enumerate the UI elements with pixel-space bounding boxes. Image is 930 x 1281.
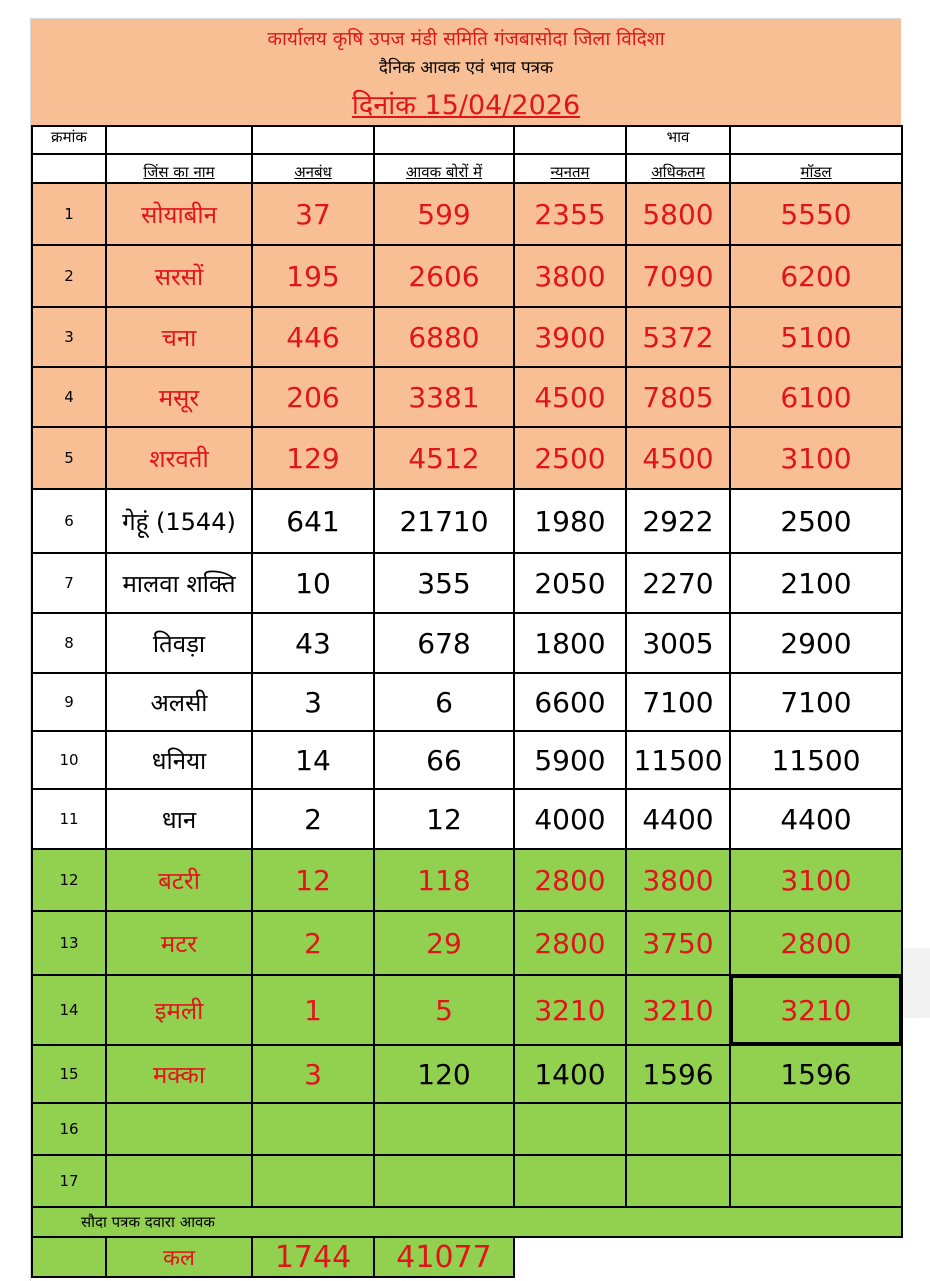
arrival-cell[interactable]: 2606: [374, 245, 514, 307]
anubandh-cell[interactable]: 446: [252, 307, 374, 367]
table-row: [32, 1155, 902, 1207]
name-cell[interactable]: बटरी: [106, 849, 252, 911]
arrival-cell[interactable]: 21710: [374, 489, 514, 553]
row-selection-highlight: [900, 948, 930, 1018]
blank-cell[interactable]: [32, 1237, 106, 1277]
anubandh-cell[interactable]: 641: [252, 489, 374, 553]
table-row: [32, 1045, 902, 1103]
model-cell[interactable]: 5550: [730, 183, 902, 245]
arrival-cell[interactable]: 3381: [374, 367, 514, 427]
max-cell[interactable]: 1596: [626, 1045, 730, 1103]
model-cell[interactable]: 4400: [730, 789, 902, 849]
serial-cell[interactable]: 1: [32, 183, 106, 245]
max-cell[interactable]: 4500: [626, 427, 730, 489]
serial-cell[interactable]: 12: [32, 849, 106, 911]
min-cell[interactable]: 2800: [514, 849, 626, 911]
name-cell[interactable]: सोयाबीन: [106, 183, 252, 245]
spreadsheet-sheet: [30, 18, 901, 1281]
arrival-cell[interactable]: 6880: [374, 307, 514, 367]
name-cell[interactable]: मालवा शक्ति: [106, 553, 252, 613]
header-row-2: [32, 154, 902, 183]
table-row: [32, 307, 902, 367]
serial-cell[interactable]: 3: [32, 307, 106, 367]
name-cell[interactable]: तिवड़ा: [106, 613, 252, 673]
max-cell[interactable]: 7090: [626, 245, 730, 307]
serial-cell[interactable]: 11: [32, 789, 106, 849]
min-cell[interactable]: 4500: [514, 367, 626, 427]
min-cell[interactable]: 2800: [514, 911, 626, 975]
model-cell[interactable]: [730, 1103, 902, 1155]
min-cell[interactable]: 2050: [514, 553, 626, 613]
min-cell[interactable]: 2355: [514, 183, 626, 245]
max-cell[interactable]: 3750: [626, 911, 730, 975]
anubandh-cell[interactable]: 14: [252, 731, 374, 789]
serial-cell[interactable]: 5: [32, 427, 106, 489]
rate-table: [31, 125, 903, 1278]
name-cell[interactable]: मसूर: [106, 367, 252, 427]
min-cell[interactable]: 4000: [514, 789, 626, 849]
model-cell[interactable]: 11500: [730, 731, 902, 789]
arrival-cell[interactable]: 29: [374, 911, 514, 975]
anubandh-cell[interactable]: 43: [252, 613, 374, 673]
note-cell[interactable]: सौदा पत्रक दवारा आवक: [32, 1207, 902, 1237]
name-cell[interactable]: मटर: [106, 911, 252, 975]
anubandh-cell[interactable]: 2: [252, 911, 374, 975]
model-cell[interactable]: 2900: [730, 613, 902, 673]
col-header-min[interactable]: न्यनतम: [514, 154, 626, 183]
table-row: [32, 427, 902, 489]
max-cell[interactable]: 2922: [626, 489, 730, 553]
max-cell[interactable]: 11500: [626, 731, 730, 789]
model-cell[interactable]: 2100: [730, 553, 902, 613]
name-cell[interactable]: मक्का: [106, 1045, 252, 1103]
max-cell[interactable]: 2270: [626, 553, 730, 613]
model-cell[interactable]: 5100: [730, 307, 902, 367]
max-cell[interactable]: [626, 1103, 730, 1155]
min-cell[interactable]: 1800: [514, 613, 626, 673]
arrival-cell[interactable]: 5: [374, 975, 514, 1045]
model-cell[interactable]: 3100: [730, 427, 902, 489]
arrival-cell[interactable]: [374, 1155, 514, 1207]
anubandh-cell[interactable]: 37: [252, 183, 374, 245]
serial-cell[interactable]: 16: [32, 1103, 106, 1155]
table-row: [32, 367, 902, 427]
serial-cell[interactable]: 9: [32, 673, 106, 731]
serial-cell[interactable]: 10: [32, 731, 106, 789]
serial-cell[interactable]: 6: [32, 489, 106, 553]
col-header-max[interactable]: अधिकतम: [626, 154, 730, 183]
report-subtitle: दैनिक आवक एवं भाव पत्रक: [378, 58, 554, 78]
model-cell[interactable]: 2500: [730, 489, 902, 553]
blank-cell[interactable]: [514, 126, 626, 154]
serial-cell[interactable]: 7: [32, 553, 106, 613]
anubandh-cell[interactable]: 129: [252, 427, 374, 489]
serial-cell[interactable]: 17: [32, 1155, 106, 1207]
max-cell[interactable]: 4400: [626, 789, 730, 849]
arrival-cell[interactable]: 4512: [374, 427, 514, 489]
table-row: [32, 673, 902, 731]
blank-cell[interactable]: [514, 1237, 626, 1277]
arrival-cell[interactable]: 118: [374, 849, 514, 911]
note-row: [32, 1207, 902, 1237]
arrival-cell[interactable]: 6: [374, 673, 514, 731]
table-row: [32, 489, 902, 553]
table-row: [32, 553, 902, 613]
arrival-cell[interactable]: 678: [374, 613, 514, 673]
table-row: [32, 613, 902, 673]
max-cell[interactable]: 7805: [626, 367, 730, 427]
table-row: [32, 911, 902, 975]
anubandh-cell[interactable]: 3: [252, 1045, 374, 1103]
model-cell[interactable]: 6200: [730, 245, 902, 307]
name-cell[interactable]: [106, 1103, 252, 1155]
model-cell[interactable]: 3100: [730, 849, 902, 911]
min-cell[interactable]: 1980: [514, 489, 626, 553]
model-cell[interactable]: 2800: [730, 911, 902, 975]
total-label[interactable]: कल: [106, 1237, 252, 1277]
col-header-anubandh[interactable]: अनबंध: [252, 154, 374, 183]
table-row: [32, 1103, 902, 1155]
model-cell[interactable]: 7100: [730, 673, 902, 731]
max-cell[interactable]: 5800: [626, 183, 730, 245]
total-anubandh[interactable]: 1744: [252, 1237, 374, 1277]
arrival-cell[interactable]: [374, 1103, 514, 1155]
name-cell[interactable]: सरसों: [106, 245, 252, 307]
name-cell[interactable]: [106, 1155, 252, 1207]
min-cell[interactable]: 1400: [514, 1045, 626, 1103]
anubandh-cell[interactable]: 10: [252, 553, 374, 613]
header-row-1: [32, 126, 902, 154]
blank-cell[interactable]: [106, 126, 252, 154]
blank-cell[interactable]: [32, 154, 106, 183]
max-cell[interactable]: 7100: [626, 673, 730, 731]
col-header-name[interactable]: जिंस का नाम: [106, 154, 252, 183]
table-row: [32, 245, 902, 307]
max-cell[interactable]: 3005: [626, 613, 730, 673]
anubandh-cell[interactable]: 3: [252, 673, 374, 731]
blank-cell[interactable]: [252, 126, 374, 154]
anubandh-cell[interactable]: [252, 1155, 374, 1207]
table-row: [32, 849, 902, 911]
serial-cell[interactable]: 2: [32, 245, 106, 307]
arrival-cell[interactable]: 120: [374, 1045, 514, 1103]
model-cell[interactable]: 3210: [730, 975, 902, 1045]
max-cell[interactable]: 3800: [626, 849, 730, 911]
anubandh-cell[interactable]: 12: [252, 849, 374, 911]
table-row: [32, 975, 902, 1045]
anubandh-cell[interactable]: 206: [252, 367, 374, 427]
serial-cell[interactable]: 8: [32, 613, 106, 673]
blank-cell[interactable]: [730, 126, 902, 154]
arrival-cell[interactable]: 12: [374, 789, 514, 849]
min-cell[interactable]: 3800: [514, 245, 626, 307]
max-cell[interactable]: 3210: [626, 975, 730, 1045]
col-header-arrival[interactable]: आवक बोरों में: [374, 154, 514, 183]
name-cell[interactable]: धान: [106, 789, 252, 849]
table-row: [32, 731, 902, 789]
name-cell[interactable]: शरवती: [106, 427, 252, 489]
arrival-cell[interactable]: 599: [374, 183, 514, 245]
name-cell[interactable]: इमली: [106, 975, 252, 1045]
anubandh-cell[interactable]: 2: [252, 789, 374, 849]
min-cell[interactable]: 3900: [514, 307, 626, 367]
min-cell[interactable]: [514, 1155, 626, 1207]
min-cell[interactable]: 2500: [514, 427, 626, 489]
arrival-cell[interactable]: 355: [374, 553, 514, 613]
blank-cell[interactable]: [374, 126, 514, 154]
model-cell[interactable]: [730, 1155, 902, 1207]
model-cell[interactable]: 1596: [730, 1045, 902, 1103]
name-cell[interactable]: गेहूं (1544): [106, 489, 252, 553]
name-cell[interactable]: चना: [106, 307, 252, 367]
min-cell[interactable]: 5900: [514, 731, 626, 789]
report-header: [31, 19, 901, 125]
anubandh-cell[interactable]: 1: [252, 975, 374, 1045]
min-cell[interactable]: 3210: [514, 975, 626, 1045]
serial-cell[interactable]: 13: [32, 911, 106, 975]
col-header-model[interactable]: मॉडल: [730, 154, 902, 183]
name-cell[interactable]: धनिया: [106, 731, 252, 789]
anubandh-cell[interactable]: [252, 1103, 374, 1155]
col-header-price-group[interactable]: भाव: [626, 126, 730, 154]
col-header-serial[interactable]: क्रमांक: [32, 126, 106, 154]
table-row: [32, 183, 902, 245]
serial-cell[interactable]: 14: [32, 975, 106, 1045]
office-title: कार्यालय कृषि उपज मंडी समिति गंजबासोदा जिला विदिशा: [267, 28, 665, 50]
report-date: दिनांक 15/04/2026: [351, 90, 581, 121]
serial-cell[interactable]: 4: [32, 367, 106, 427]
anubandh-cell[interactable]: 195: [252, 245, 374, 307]
blank-cell[interactable]: [730, 1237, 902, 1277]
min-cell[interactable]: [514, 1103, 626, 1155]
blank-cell[interactable]: [626, 1237, 730, 1277]
max-cell[interactable]: [626, 1155, 730, 1207]
serial-cell[interactable]: 15: [32, 1045, 106, 1103]
total-row: [32, 1237, 902, 1277]
right-gutter: [900, 18, 930, 1280]
table-row: [32, 789, 902, 849]
model-cell[interactable]: 6100: [730, 367, 902, 427]
max-cell[interactable]: 5372: [626, 307, 730, 367]
name-cell[interactable]: अलसी: [106, 673, 252, 731]
arrival-cell[interactable]: 66: [374, 731, 514, 789]
total-arrival[interactable]: 41077: [374, 1237, 514, 1277]
min-cell[interactable]: 6600: [514, 673, 626, 731]
